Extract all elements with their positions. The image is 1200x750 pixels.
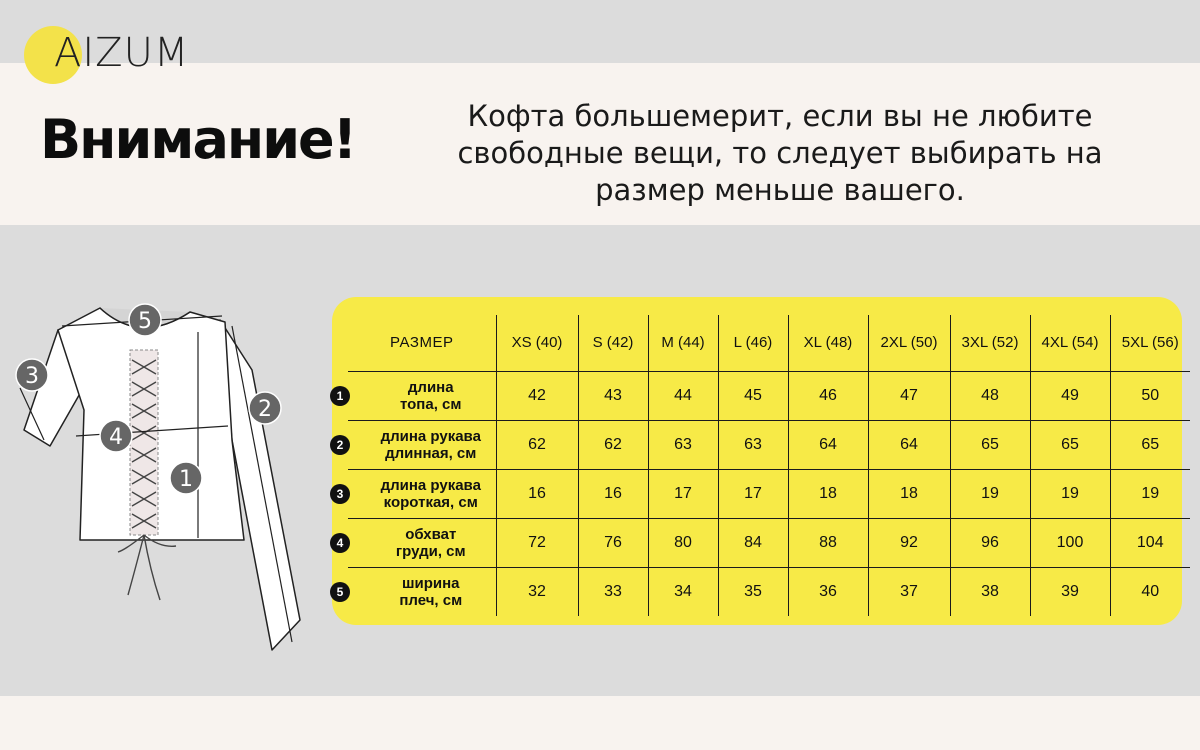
table-cell: 104 <box>1110 518 1190 567</box>
table-cell: 43 <box>578 371 648 420</box>
table-cell: 36 <box>788 567 868 616</box>
table-cell: 88 <box>788 518 868 567</box>
table-cell: 17 <box>648 469 718 518</box>
size-col-header: S (42) <box>578 315 648 371</box>
row-label-line1: длина <box>407 378 454 396</box>
table-cell: 92 <box>868 518 950 567</box>
table-cell: 84 <box>718 518 788 567</box>
row-label-line2: короткая, см <box>383 493 478 511</box>
table-row <box>348 518 1190 567</box>
table-cell: 19 <box>950 469 1030 518</box>
row-number-badge: 5 <box>330 582 350 602</box>
table-row <box>348 371 1190 420</box>
table-cell: 34 <box>648 567 718 616</box>
row-label-line2: длинная, см <box>385 444 477 462</box>
table-cell: 62 <box>496 420 578 469</box>
table-cell: 48 <box>950 371 1030 420</box>
marker-4-label: 4 <box>109 425 123 450</box>
brand-logo <box>24 22 190 84</box>
size-chart-card <box>332 297 1182 625</box>
row-label <box>336 420 496 469</box>
size-header-row <box>348 315 1190 371</box>
table-cell: 40 <box>1110 567 1190 616</box>
table-cell: 63 <box>718 420 788 469</box>
size-col-header: XL (48) <box>788 315 868 371</box>
table-cell: 46 <box>788 371 868 420</box>
table-cell: 33 <box>578 567 648 616</box>
row-label-line1: ширина <box>401 574 460 592</box>
table-cell: 72 <box>496 518 578 567</box>
size-col-header: M (44) <box>648 315 718 371</box>
table-cell: 39 <box>1030 567 1110 616</box>
row-label <box>336 371 496 420</box>
table-cell: 65 <box>1110 420 1190 469</box>
table-cell: 16 <box>496 469 578 518</box>
row-label <box>336 469 496 518</box>
row-label-line2: плеч, см <box>399 591 463 609</box>
marker-3-label: 3 <box>25 364 39 389</box>
table-cell: 18 <box>868 469 950 518</box>
row-number-badge: 4 <box>330 533 350 553</box>
size-col-header: 2XL (50) <box>868 315 950 371</box>
row-label-line1: длина рукава <box>380 476 481 494</box>
marker-5-label: 5 <box>138 309 152 334</box>
page-title: Внимание! <box>40 108 356 171</box>
table-cell: 65 <box>950 420 1030 469</box>
table-row <box>348 567 1190 616</box>
table-cell: 80 <box>648 518 718 567</box>
row-number-badge: 3 <box>330 484 350 504</box>
table-cell: 38 <box>950 567 1030 616</box>
table-cell: 17 <box>718 469 788 518</box>
table-cell: 18 <box>788 469 868 518</box>
table-cell: 64 <box>868 420 950 469</box>
row-label-line1: обхват <box>405 525 457 543</box>
table-cell: 62 <box>578 420 648 469</box>
row-label-line2: топа, см <box>400 395 462 413</box>
table-cell: 37 <box>868 567 950 616</box>
row-label-line1: длина рукава <box>380 427 481 445</box>
table-cell: 19 <box>1110 469 1190 518</box>
size-corner-label: РАЗМЕР <box>348 315 496 371</box>
size-col-header: 3XL (52) <box>950 315 1030 371</box>
table-cell: 76 <box>578 518 648 567</box>
table-cell: 45 <box>718 371 788 420</box>
table-cell: 50 <box>1110 371 1190 420</box>
row-label-line2: груди, см <box>395 542 466 560</box>
table-cell: 16 <box>578 469 648 518</box>
table-cell: 35 <box>718 567 788 616</box>
row-number-badge: 1 <box>330 386 350 406</box>
table-cell: 44 <box>648 371 718 420</box>
table-row <box>348 469 1190 518</box>
marker-1-label: 1 <box>179 467 193 492</box>
footer-band <box>0 696 1200 750</box>
table-cell: 96 <box>950 518 1030 567</box>
sizing-notice: Кофта большемерит, если вы не любите свободные вещи, то следует выбирать на размер меньше вашего. <box>457 99 1103 207</box>
table-cell: 100 <box>1030 518 1110 567</box>
table-cell: 19 <box>1030 469 1110 518</box>
garment-diagram <box>0 290 320 670</box>
size-col-header: XS (40) <box>496 315 578 371</box>
table-cell: 63 <box>648 420 718 469</box>
table-cell: 32 <box>496 567 578 616</box>
table-cell: 49 <box>1030 371 1110 420</box>
size-col-header: L (46) <box>718 315 788 371</box>
table-cell: 42 <box>496 371 578 420</box>
table-cell: 47 <box>868 371 950 420</box>
table-cell: 64 <box>788 420 868 469</box>
marker-2-label: 2 <box>258 397 272 422</box>
row-number-badge: 2 <box>330 435 350 455</box>
size-col-header: 5XL (56) <box>1110 315 1190 371</box>
logo-text: AIZUM <box>54 30 190 76</box>
row-label <box>336 567 496 616</box>
table-row <box>348 420 1190 469</box>
row-label <box>336 518 496 567</box>
table-cell: 65 <box>1030 420 1110 469</box>
size-chart-table <box>336 315 1190 616</box>
size-col-header: 4XL (54) <box>1030 315 1110 371</box>
